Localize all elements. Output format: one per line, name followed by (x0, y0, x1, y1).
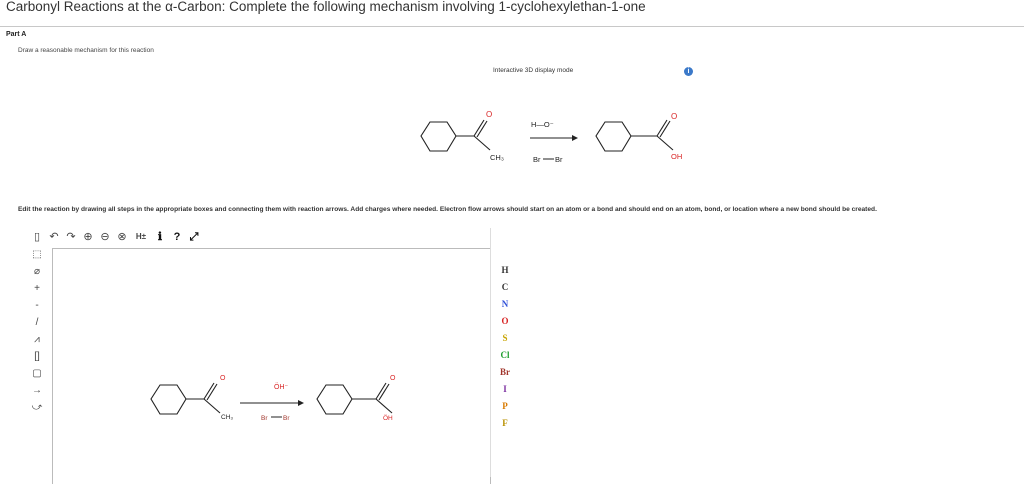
editor-instruction: Edit the reaction by drawing all steps in the appropriate boxes and connecting them with reaction arrows. Add charges where needed. Electron flow arrows should start on an atom or a bond and should end on an atom, bond, or location where a new bond should be created. (18, 206, 877, 213)
undo-icon[interactable]: ↶ (49, 231, 59, 243)
zoom-fit-icon[interactable]: ⊗ (117, 231, 127, 243)
zoom-in-icon[interactable]: ⊕ (83, 231, 93, 243)
canvas-product-oxygen: O (390, 375, 396, 382)
editor-toolbar (30, 229, 201, 245)
preview-reagent-top: H—O⁻ (531, 120, 554, 129)
preview-product-structure (596, 120, 673, 151)
canvas-reactant-methyl: CH₃ (221, 414, 234, 421)
drawing-canvas[interactable] (52, 248, 491, 484)
title-divider (0, 26, 1024, 27)
info-circle-icon[interactable]: ℹ (157, 231, 163, 243)
atom-panel-divider (490, 228, 491, 477)
atom-button-h[interactable]: H (501, 265, 509, 275)
atom-button-br[interactable]: Br (500, 367, 510, 377)
eraser-tool-icon[interactable]: ⌀ (33, 266, 41, 277)
canvas-reactant-oxygen: O (220, 375, 226, 382)
select-tool-icon[interactable]: ⬚ (32, 249, 42, 260)
reaction-arrow-tool-icon[interactable]: → (32, 385, 42, 396)
redo-icon[interactable]: ↷ (66, 231, 76, 243)
electron-flow-arrow-tool-icon[interactable]: ⤻ (31, 402, 43, 413)
reaction-preview (400, 100, 700, 172)
bracket-tool-icon[interactable]: [] (34, 351, 40, 362)
bond-tool-icon[interactable]: / (35, 317, 39, 328)
atom-button-s[interactable]: S (502, 333, 508, 343)
part-label: Part A (6, 31, 27, 38)
preview-product-oxygen: O (671, 112, 678, 121)
charge-plus-tool-icon[interactable]: + (34, 283, 40, 294)
hydrogen-toggle-button[interactable]: H± (135, 232, 147, 241)
preview-reactant-structure (421, 120, 490, 151)
info-icon[interactable]: i (684, 67, 693, 76)
canvas-reactant-structure (151, 383, 220, 414)
preview-reactant-methyl: CH₃ (490, 153, 504, 162)
atom-button-n[interactable]: N (501, 299, 509, 309)
atom-button-f[interactable]: F (502, 418, 508, 428)
charge-minus-tool-icon[interactable]: - (35, 300, 39, 311)
help-icon[interactable]: ? (173, 231, 181, 243)
preview-reagent-br1: Br (533, 155, 541, 164)
canvas-product-hydroxyl: ÖH (383, 415, 393, 422)
rectangle-tool-icon[interactable]: ▢ (32, 368, 42, 379)
page-title: Carbonyl Reactions at the α-Carbon: Complete the following mechanism involving 1-cyclohexylethan-1-one (6, 0, 646, 14)
atom-button-c[interactable]: C (501, 282, 509, 292)
atom-button-o[interactable]: O (501, 316, 509, 326)
display-mode-label: Interactive 3D display mode (493, 67, 574, 74)
preview-product-hydroxyl: OH (671, 152, 683, 161)
atom-button-p[interactable]: P (502, 401, 508, 411)
canvas-reagent-br2: Br (283, 415, 290, 422)
new-document-icon[interactable]: ▯ (33, 231, 41, 243)
canvas-reagent-br1: Br (261, 415, 268, 422)
part-instruction: Draw a reasonable mechanism for this reaction (18, 47, 154, 54)
preview-reagent-br2: Br (555, 155, 563, 164)
canvas-reaction-scheme[interactable] (140, 368, 420, 438)
expand-icon[interactable]: ⤢ (189, 231, 199, 243)
chain-tool-icon[interactable]: ⩘ (34, 334, 40, 345)
atom-button-cl[interactable]: Cl (500, 350, 510, 360)
canvas-reagent-top: ÖH⁻ (274, 384, 289, 391)
preview-arrow-head (572, 135, 578, 141)
preview-reactant-oxygen: O (486, 110, 493, 119)
zoom-out-icon[interactable]: ⊖ (100, 231, 110, 243)
canvas-product-structure (317, 383, 392, 414)
atom-button-i[interactable]: I (503, 384, 507, 394)
canvas-arrow-head (298, 400, 304, 406)
